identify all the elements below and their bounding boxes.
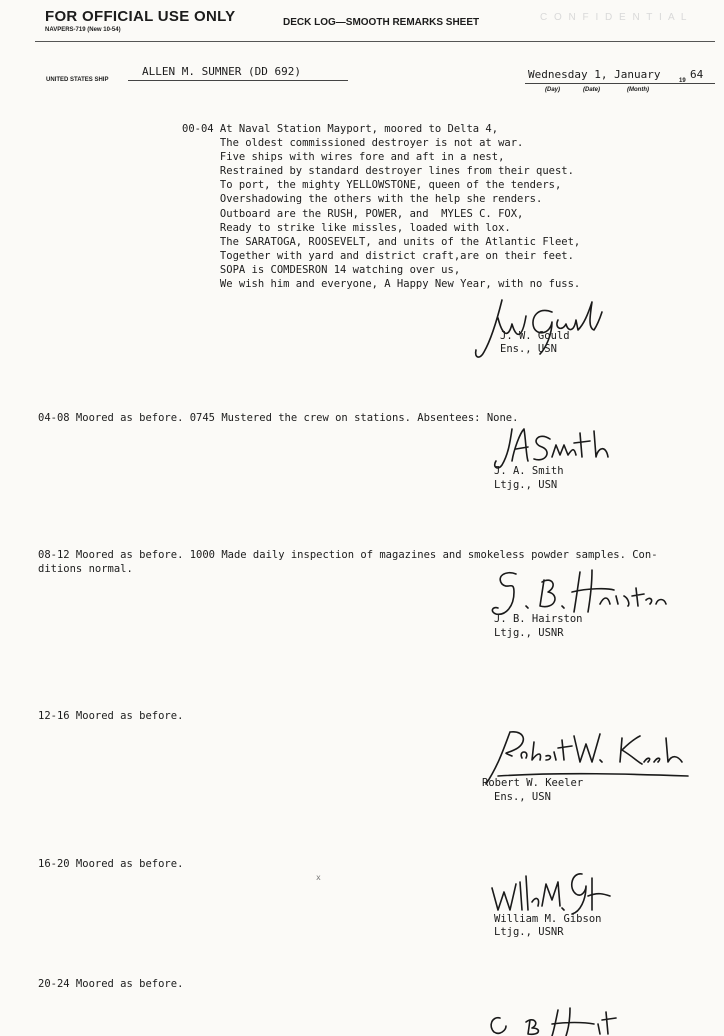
signer-name-08-12: J. B. Hairston	[494, 613, 583, 625]
signer-rank-00-04: Ens., USN	[500, 343, 557, 355]
date-caption-date: (Date)	[583, 87, 601, 93]
signer-name-12-16: Robert W. Keeler	[482, 777, 584, 789]
log-entry-20-24: 20-24 Moored as before.	[38, 978, 184, 990]
log-entry-08-12: 08-12 Moored as before. 1000 Made daily inspection of magazines and smokeless powder samples. Con- ditions normal.	[38, 549, 658, 576]
signer-rank-04-08: Ltjg., USN	[494, 479, 558, 491]
signature-gibson	[488, 866, 618, 918]
signer-rank-12-16: Ens., USN	[494, 791, 551, 803]
classification-label: FOR OFFICIAL USE ONLY	[45, 8, 236, 25]
log-entry-16-20: 16-20 Moored as before.	[38, 858, 184, 870]
date-caption-day: (Day)	[545, 87, 561, 93]
log-entry-00-04: 00-04 At Naval Station Mayport, moored to Delta 4, The oldest commissioned destroyer is not at war. Five ships with wires fore and aft in a nest, Restrained by standard destroyer lines from their quest. To port, the mighty YELLOWSTONE, queen of the tenders, Overshadowing the others with the help she renders. Outboard are the RUSH, POWER, and MYLES C. FOX, Ready to strike like missles, loaded with lox. The SARATOGA, ROOSEVELT, and units of the Atlantic Fleet, Together with yard and district craft,are on their feet. SOPA is COMDESRON 14 watching over us, We wish him and everyone, A Happy New Year, with no fuss.	[182, 123, 581, 291]
year-value: 64	[690, 68, 704, 81]
ship-label: UNITED STATES SHIP	[46, 77, 109, 83]
signer-rank-08-12: Ltjg., USNR	[494, 627, 564, 639]
signer-name-04-08: J. A. Smith	[494, 465, 564, 477]
signer-name-16-20: William M. Gibson	[494, 913, 602, 925]
date-caption-month: (Month)	[627, 87, 649, 93]
paper-speck: x	[316, 873, 321, 882]
sheet-title: DECK LOG—SMOOTH REMARKS SHEET	[283, 17, 480, 28]
date-underline	[525, 83, 715, 84]
ship-underline	[128, 80, 348, 81]
year-prefix: 19	[679, 78, 686, 84]
faint-stamp: C O N F I D E N T I A L	[540, 12, 689, 23]
log-entry-12-16: 12-16 Moored as before.	[38, 710, 184, 722]
header-divider	[35, 41, 715, 42]
date-value: Wednesday 1, January	[528, 68, 661, 81]
signer-name-00-04: J. W. Gould	[500, 330, 570, 342]
log-entry-04-08: 04-08 Moored as before. 0745 Mustered the crew on stations. Absentees: None.	[38, 412, 519, 424]
ship-name: ALLEN M. SUMNER (DD 692)	[142, 65, 301, 78]
signature-partial	[486, 1004, 636, 1036]
form-number: NAVPERS-719 (New 10-54)	[45, 27, 121, 33]
signer-rank-16-20: Ltjg., USNR	[494, 926, 564, 938]
